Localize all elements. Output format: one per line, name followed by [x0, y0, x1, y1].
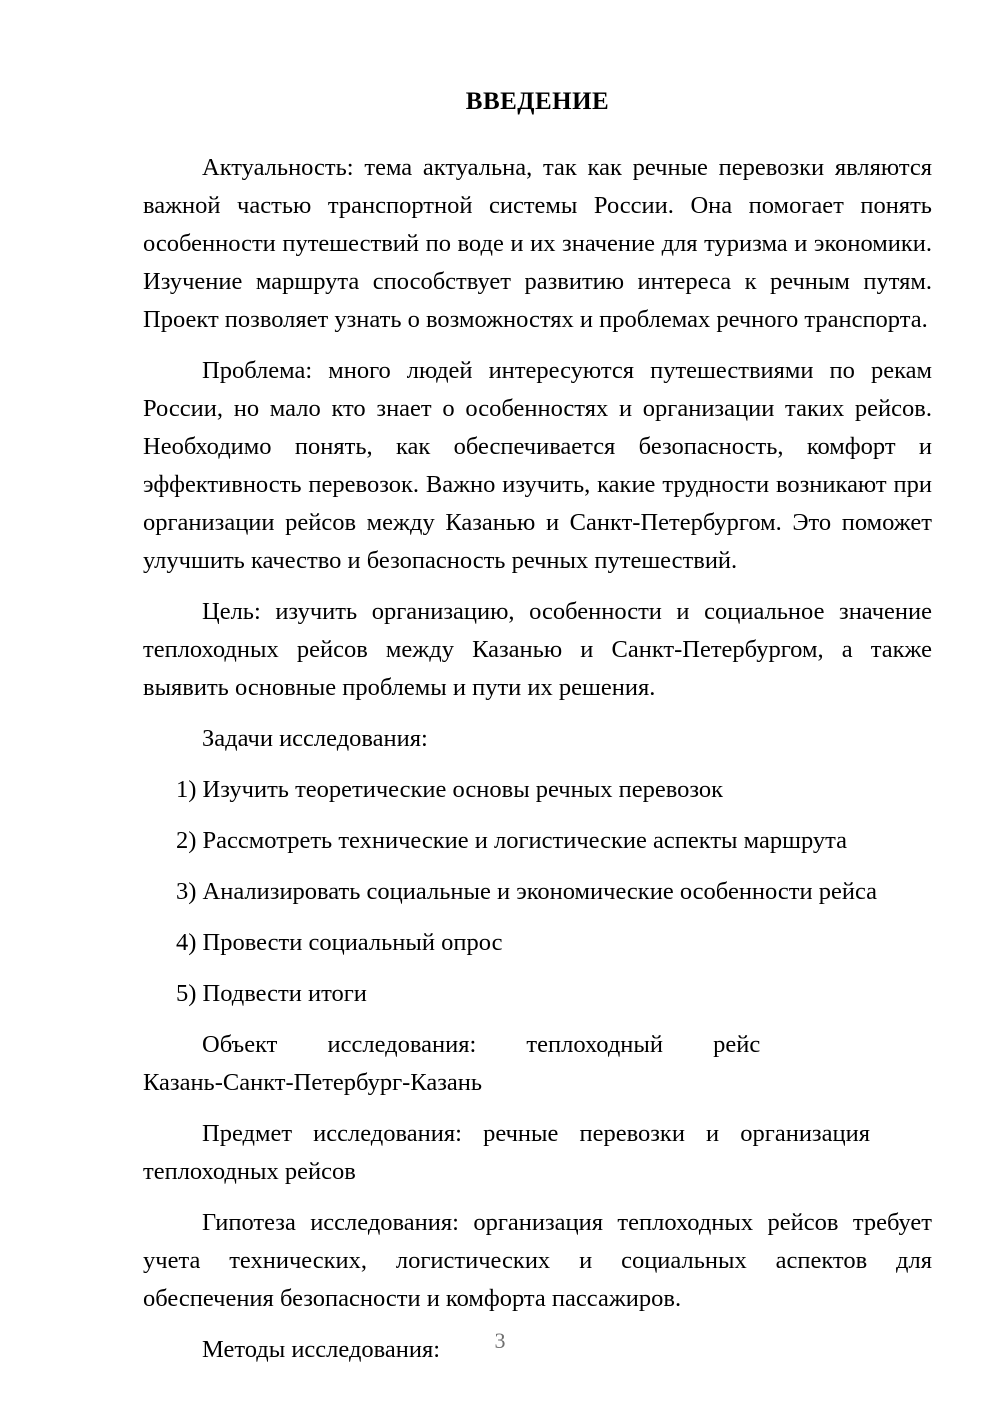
tasks-label: Задачи исследования: — [202, 724, 428, 752]
list-item: 4) Провести социальный опрос — [176, 928, 503, 956]
page-title: ВВЕДЕНИЕ — [465, 88, 610, 115]
object-line-2: Казань-Санкт-Петербург-Казань — [143, 1068, 483, 1096]
paragraph-hypothesis: Гипотеза исследования: организация теплоходных рейсов требует учета технических, логистических и социальных аспектов для обеспечения безопасности и комфорта пассажиров. — [143, 1208, 932, 1312]
paragraph-relevance: Актуальность: тема актуальна, так как речные перевозки являются важной частью транспортной системы России. Она помогает понять особенности путешествий по воде и их значение для туризма и экономики. Изучение маршрута способствует развитию интереса к речным путям. Проект позволяет узнать о возможностях и проблемах речного транспорта. — [143, 153, 932, 333]
paragraph-goal: Цель: изучить организацию, особенности и социальное значение теплоходных рейсов между Казанью и Санкт-Петербургом, а также выявить основные проблемы и пути их решения. — [143, 597, 932, 701]
subject-line-1: Предмет исследования: речные перевозки и организация — [202, 1119, 870, 1147]
tasks-list — [143, 771, 932, 1013]
list-item: 5) Подвести итоги — [176, 979, 367, 1007]
page-number: 3 — [494, 1328, 506, 1353]
document-body — [143, 86, 932, 1382]
paragraph-subject — [143, 1115, 932, 1191]
list-item: 3) Анализировать социальные и экономические особенности рейса — [176, 877, 878, 905]
paragraph-object — [143, 1026, 932, 1102]
paragraph-problem: Проблема: много людей интересуются путешествиями по рекам России, но мало кто знает о особенностях и организации таких рейсов. Необходимо понять, как обеспечивается безопасность, комфорт и эффективность перевозок. Важно изучить, какие трудности возникают при организации рейсов между Казанью и Санкт-Петербургом. Это поможет улучшить качество и безопасность речных путешествий. — [143, 356, 932, 574]
subject-line-2: теплоходных рейсов — [143, 1157, 356, 1185]
list-item: 2) Рассмотреть технические и логистические аспекты маршрута — [176, 826, 848, 854]
list-item: 1) Изучить теоретические основы речных перевозок — [176, 775, 724, 803]
object-line-1: Объект исследования: теплоходный рейс — [202, 1030, 761, 1058]
methods-label: Методы исследования: — [202, 1335, 441, 1363]
